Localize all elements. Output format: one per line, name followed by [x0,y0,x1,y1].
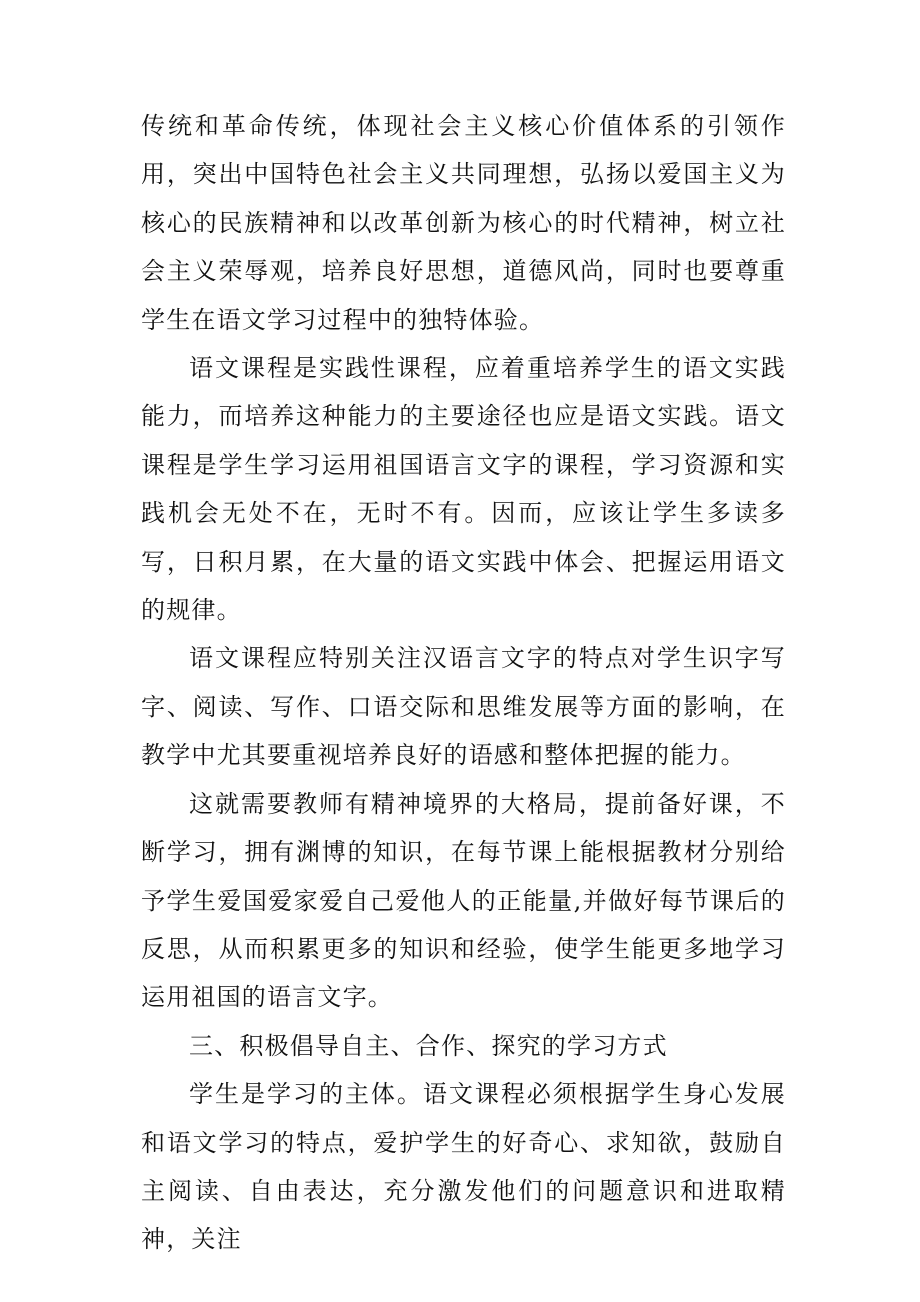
paragraph-continuation: 传统和革命传统，体现社会主义核心价值体系的引领作用，突出中国特色社会主义共同理想，弘扬以爱国主义为核心的民族精神和以改革创新为核心的时代精神，树立社会主义荣辱观，培养良好思想，道德风尚，同时也要尊重学生在语文学习过程中的独特体验。 [141,112,786,334]
paragraph-teacher-requirements: 这就需要教师有精神境界的大格局，提前备好课，不断学习，拥有渊博的知识，在每节课上能根据教材分别给予学生爱国爱家爱自己爱他人的正能量,并做好每节课后的反思，从而积累更多的知识和经验，使学生能更多地学习运用祖国的语言文字。 [141,789,786,1012]
paragraph-practice-course: 语文课程是实践性课程，应着重培养学生的语文实践能力，而培养这种能力的主要途径也应是语文实践。语文课程是学生学习运用祖国语言文字的课程，学习资源和实践机会无处不在，无时不有。因而，应该让学生多读多写，日积月累，在大量的语文实践中体会、把握运用语文的规律。 [141,354,786,625]
paragraph-chinese-characters: 语文课程应特别关注汉语言文字的特点对学生识字写字、阅读、写作、口语交际和思维发展等方面的影响，在教学中尤其要重视培养良好的语感和整体把握的能力。 [141,644,786,770]
paragraph-student-subject: 学生是学习的主体。语文课程必须根据学生身心发展和语文学习的特点，爱护学生的好奇心、求知欲，鼓励自主阅读、自由表达，充分激发他们的问题意识和进取精神，关注 [141,1080,786,1254]
document-body [141,102,786,1264]
section-heading-learning-methods: 三、积极倡导自主、合作、探究的学习方式 [189,1031,668,1060]
